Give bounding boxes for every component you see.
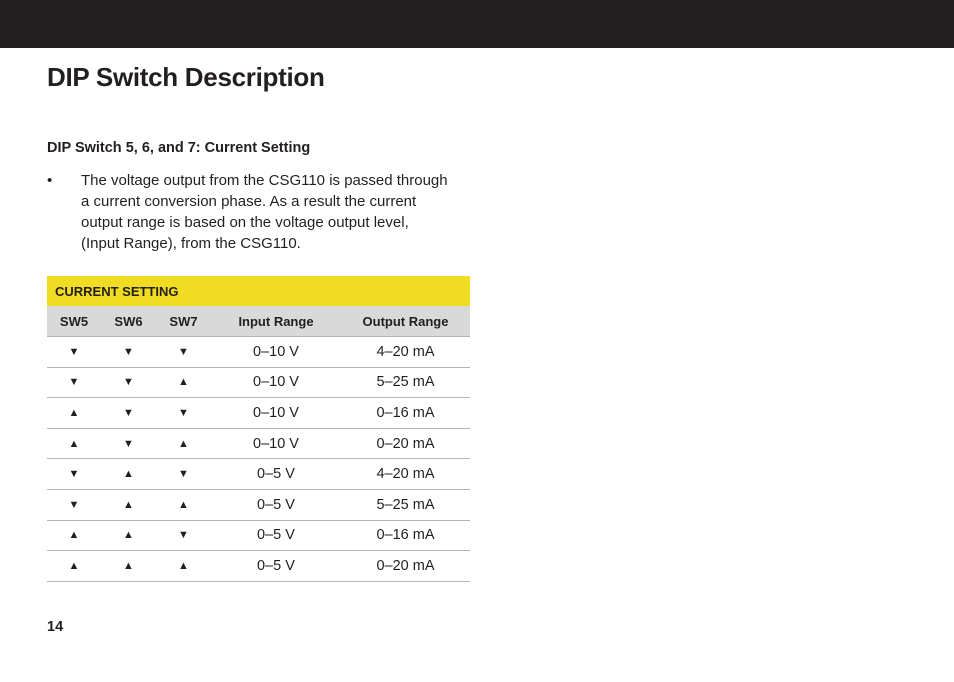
column-header-sw5: SW5	[59, 313, 89, 329]
switch-up-icon: ▲	[178, 559, 189, 572]
header-bar	[0, 0, 954, 48]
cell-input-range: 0–10 V	[253, 374, 299, 391]
cell-output-range: 0–16 mA	[376, 527, 435, 544]
cell-input-range: 0–5 V	[257, 557, 295, 574]
switch-up-icon: ▲	[178, 376, 189, 389]
page-title: DIP Switch Description	[47, 62, 325, 92]
column-header-input-range: Input Range	[238, 313, 314, 329]
table-row	[47, 398, 470, 429]
cell-input-range: 0–5 V	[257, 496, 295, 513]
switch-up-icon: ▲	[68, 559, 80, 572]
table-row	[47, 551, 470, 582]
cell-input-range: 0–10 V	[253, 435, 299, 452]
table-body	[47, 337, 470, 582]
column-header-output-range: Output Range	[362, 313, 449, 329]
table-row	[47, 459, 470, 490]
table-row	[47, 368, 470, 399]
switch-down-icon: ▼	[68, 468, 80, 481]
cell-output-range: 4–20 mA	[376, 343, 435, 360]
cell-output-range: 0–16 mA	[376, 404, 435, 421]
section-heading: DIP Switch 5, 6, and 7: Current Setting	[47, 140, 311, 156]
switch-up-icon: ▲	[123, 559, 134, 572]
switch-down-icon: ▼	[178, 529, 189, 542]
cell-input-range: 0–5 V	[257, 466, 295, 483]
cell-input-range: 0–10 V	[253, 343, 299, 360]
switch-down-icon: ▼	[123, 406, 134, 419]
switch-up-icon: ▲	[123, 529, 134, 542]
switch-down-icon: ▼	[123, 345, 134, 358]
table-row	[47, 337, 470, 368]
cell-input-range: 0–10 V	[253, 404, 299, 421]
cell-output-range: 5–25 mA	[376, 496, 435, 513]
table-title: CURRENT SETTING	[47, 276, 470, 306]
table-row	[47, 490, 470, 521]
cell-output-range: 0–20 mA	[376, 557, 435, 574]
cell-input-range: 0–5 V	[257, 527, 295, 544]
switch-down-icon: ▼	[178, 406, 189, 419]
switch-down-icon: ▼	[178, 345, 189, 358]
switch-down-icon: ▼	[123, 376, 134, 389]
page-number: 14	[47, 619, 64, 635]
switch-up-icon: ▲	[178, 498, 189, 511]
column-header-row	[47, 306, 470, 337]
switch-down-icon: ▼	[68, 345, 80, 358]
cell-output-range: 4–20 mA	[376, 466, 435, 483]
switch-down-icon: ▼	[178, 468, 189, 481]
switch-up-icon: ▲	[68, 529, 80, 542]
current-setting-table	[47, 276, 470, 582]
switch-up-icon: ▲	[68, 437, 80, 450]
switch-up-icon: ▲	[178, 437, 189, 450]
cell-output-range: 5–25 mA	[376, 374, 435, 391]
table-row	[47, 521, 470, 552]
switch-down-icon: ▼	[68, 498, 80, 511]
switch-up-icon: ▲	[123, 468, 134, 481]
bullet-dot: •	[47, 172, 53, 189]
switch-down-icon: ▼	[68, 376, 80, 389]
cell-output-range: 0–20 mA	[376, 435, 435, 452]
bullet-text: The voltage output from the CSG110 is passed through a current conversion phase. As a result the current output range is based on the voltage output level, (Input Range), from the CSG110.	[81, 172, 448, 252]
switch-up-icon: ▲	[68, 406, 80, 419]
column-header-sw7: SW7	[169, 313, 198, 329]
switch-up-icon: ▲	[123, 498, 134, 511]
table-row	[47, 429, 470, 460]
switch-down-icon: ▼	[123, 437, 134, 450]
column-header-sw6: SW6	[114, 313, 143, 329]
